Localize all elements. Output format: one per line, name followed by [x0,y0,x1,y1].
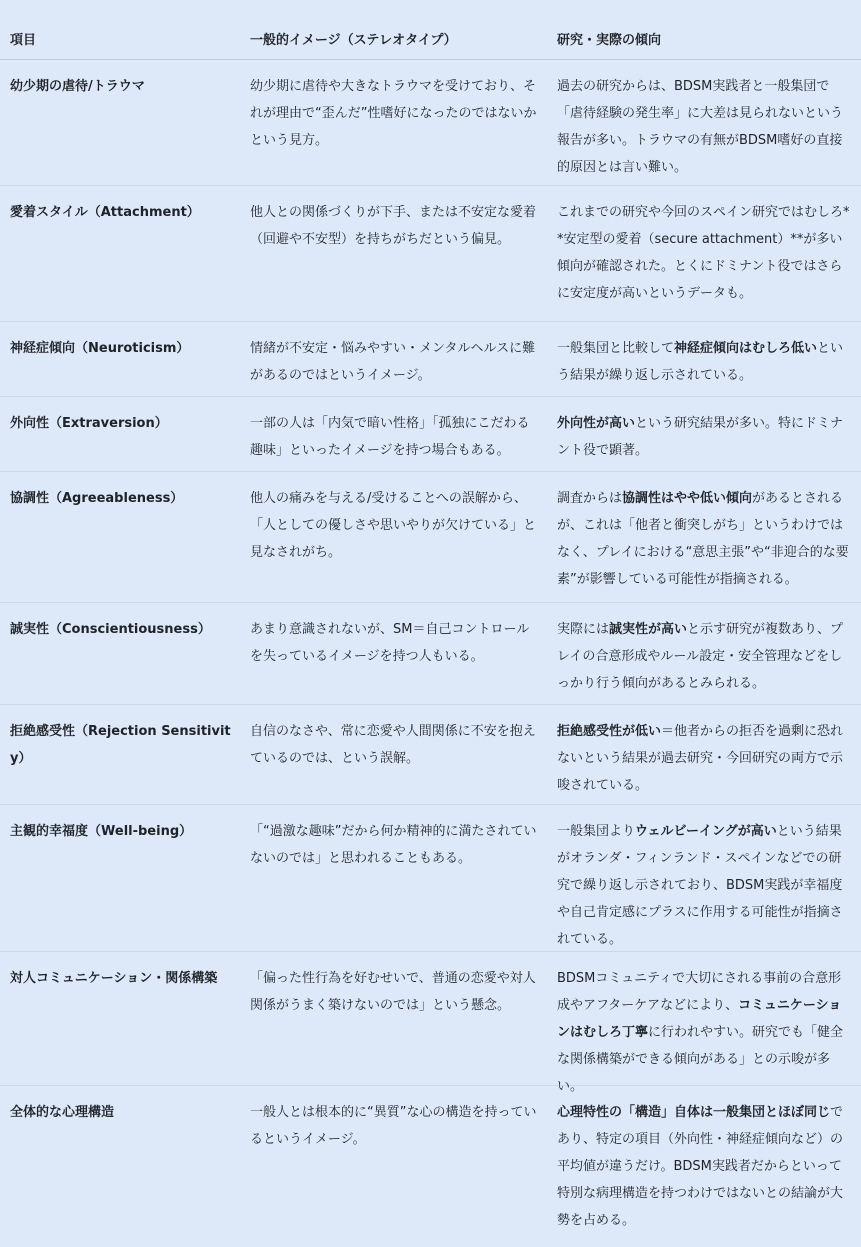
row-research [547,965,861,1100]
row-research: これまでの研究や今回のスペイン研究ではむしろ**安定型の愛着（secure attachment）**が多い傾向が確認された。とくにドミナント役ではさらに安定度が高いというデータも。 [557,205,850,301]
row-stereotype: 「偏った性行為を好むせいで、普通の恋愛や対人関係がうまく築けないのでは」という懸念。 [250,971,536,1013]
research-text: ＝他者からの拒否を過剰に恐れないという結果が過去研究・今回研究の両方で示唆されている。 [557,724,844,793]
research-text: という結果がオランダ・フィンランド・スペインなどでの研究で繰り返し示されており、BDSM実践が幸福度や自己肯定感にプラスに作用する可能性が指摘されている。 [557,824,843,947]
table-row [0,472,861,603]
row-research [547,1099,861,1247]
research-text: 一般集団より [557,824,636,839]
table-row [0,1086,861,1247]
row-research: 過去の研究からは、BDSM実践者と一般集団で「虐待経験の発生率」に大差は見られないという報告が多い。トラウマの有無がBDSM嗜好の直接的原因とは言い難い。 [557,79,844,175]
row-item: 対人コミュニケーション・関係構築 [10,971,218,986]
table-row [0,322,861,397]
research-highlight: ウェルビーイングが高い [635,824,777,839]
row-research [547,335,861,396]
row-stereotype: 「“過激な趣味”だから何か精神的に満たされていないのでは」と思われることもある。 [250,824,537,866]
research-text: という研究結果が多い。特にドミナント役で顕著。 [557,416,844,458]
header-item: 項目 [10,33,37,48]
row-item: 主観的幸福度（Well-being） [10,824,193,839]
row-stereotype: 情緒が不安定・悩みやすい・メンタルヘルスに難があるのではというイメージ。 [250,341,536,383]
table-header-row [0,0,861,60]
research-text: 調査からは [557,491,623,506]
research-highlight: 外向性が高い [557,416,636,431]
row-item: 誠実性（Conscientiousness） [10,622,211,637]
table-row [0,805,861,952]
row-item: 外向性（Extraversion） [10,416,168,431]
table-row [0,186,861,322]
header-stereotype: 一般的イメージ（ステレオタイプ） [250,33,457,48]
table-row [0,952,861,1094]
table-row [0,603,861,705]
research-highlight: 心理特性の「構造」自体は一般集団とほぼ同じ [557,1105,831,1120]
research-text: と示す研究が複数あり、プレイの合意形成やルール設定・安全管理などをしっかり行う傾向があるとみられる。 [557,622,844,691]
row-research [547,818,861,953]
row-stereotype: 幼少期に虐待や大きなトラウマを受けており、それが理由で“歪んだ”性嗜好になったのではないかという見方。 [250,79,537,148]
research-text: があるとされるが、これは「他者と衝突しがち」というわけではなく、プレイにおける“意思主張”や“非迎合的な要素”が影響している可能性が指摘される。 [557,491,849,587]
research-highlight: コミュニケーションはむしろ丁寧 [557,998,842,1040]
row-stereotype: 一部の人は「内気で暗い性格」「孤独にこだわる趣味」といったイメージを持つ場合もある。 [250,416,530,458]
research-highlight: 協調性はやや低い傾向 [622,491,753,506]
row-item: 全体的な心理構造 [10,1105,115,1120]
row-stereotype: 他人の痛みを与える/受けることへの誤解から、「人としての優しさや思いやりが欠けている」と見なされがち。 [250,491,537,560]
research-text: BDSMコミュニティで大切にされる事前の合意形成やアフターケアなどにより、 [557,971,842,1013]
research-text: 実際には [557,622,610,637]
row-item: 拒絶感受性（Rejection Sensitivity） [10,724,231,766]
row-stereotype: 一般人とは根本的に“異質”な心の構造を持っているというイメージ。 [250,1105,537,1147]
table-row [0,705,861,805]
research-text: であり、特定の項目（外向性・神経症傾向など）の平均値が違うだけ。BDSM実践者だからといって特別な病理構造を持つわけではないとの結論が大勢を占める。 [557,1105,844,1228]
row-item: 神経症傾向（Neuroticism） [10,341,190,356]
row-research [547,410,861,471]
row-stereotype: あまり意識されないが、SM＝自己コントロールを失っているイメージを持つ人もいる。 [250,622,530,664]
row-item: 愛着スタイル（Attachment） [10,205,200,220]
row-item: 協調性（Agreeableness） [10,491,184,506]
research-text: に行われやすい。研究でも「健全な関係構築ができる傾向がある」との示唆が多い。 [557,1025,844,1094]
row-stereotype: 自信のなさや、常に恋愛や人間関係に不安を抱えているのでは、という誤解。 [250,724,536,766]
research-text: 一般集団と比較して [557,341,675,356]
research-highlight: 神経症傾向はむしろ低い [674,341,818,356]
row-research [547,485,861,602]
table-row [0,60,861,186]
table-row [0,397,861,472]
row-stereotype: 他人との関係づくりが下手、または不安定な愛着（回避や不安型）を持ちがちだという偏見。 [250,205,537,247]
row-item: 幼少期の虐待/トラウマ [10,79,145,94]
research-highlight: 誠実性が高い [609,622,688,637]
header-research: 研究・実際の傾向 [557,33,662,48]
row-research [547,616,861,704]
research-text: という結果が繰り返し示されている。 [557,341,844,383]
research-highlight: 拒絶感受性が低い [557,724,662,739]
row-research [547,718,861,804]
